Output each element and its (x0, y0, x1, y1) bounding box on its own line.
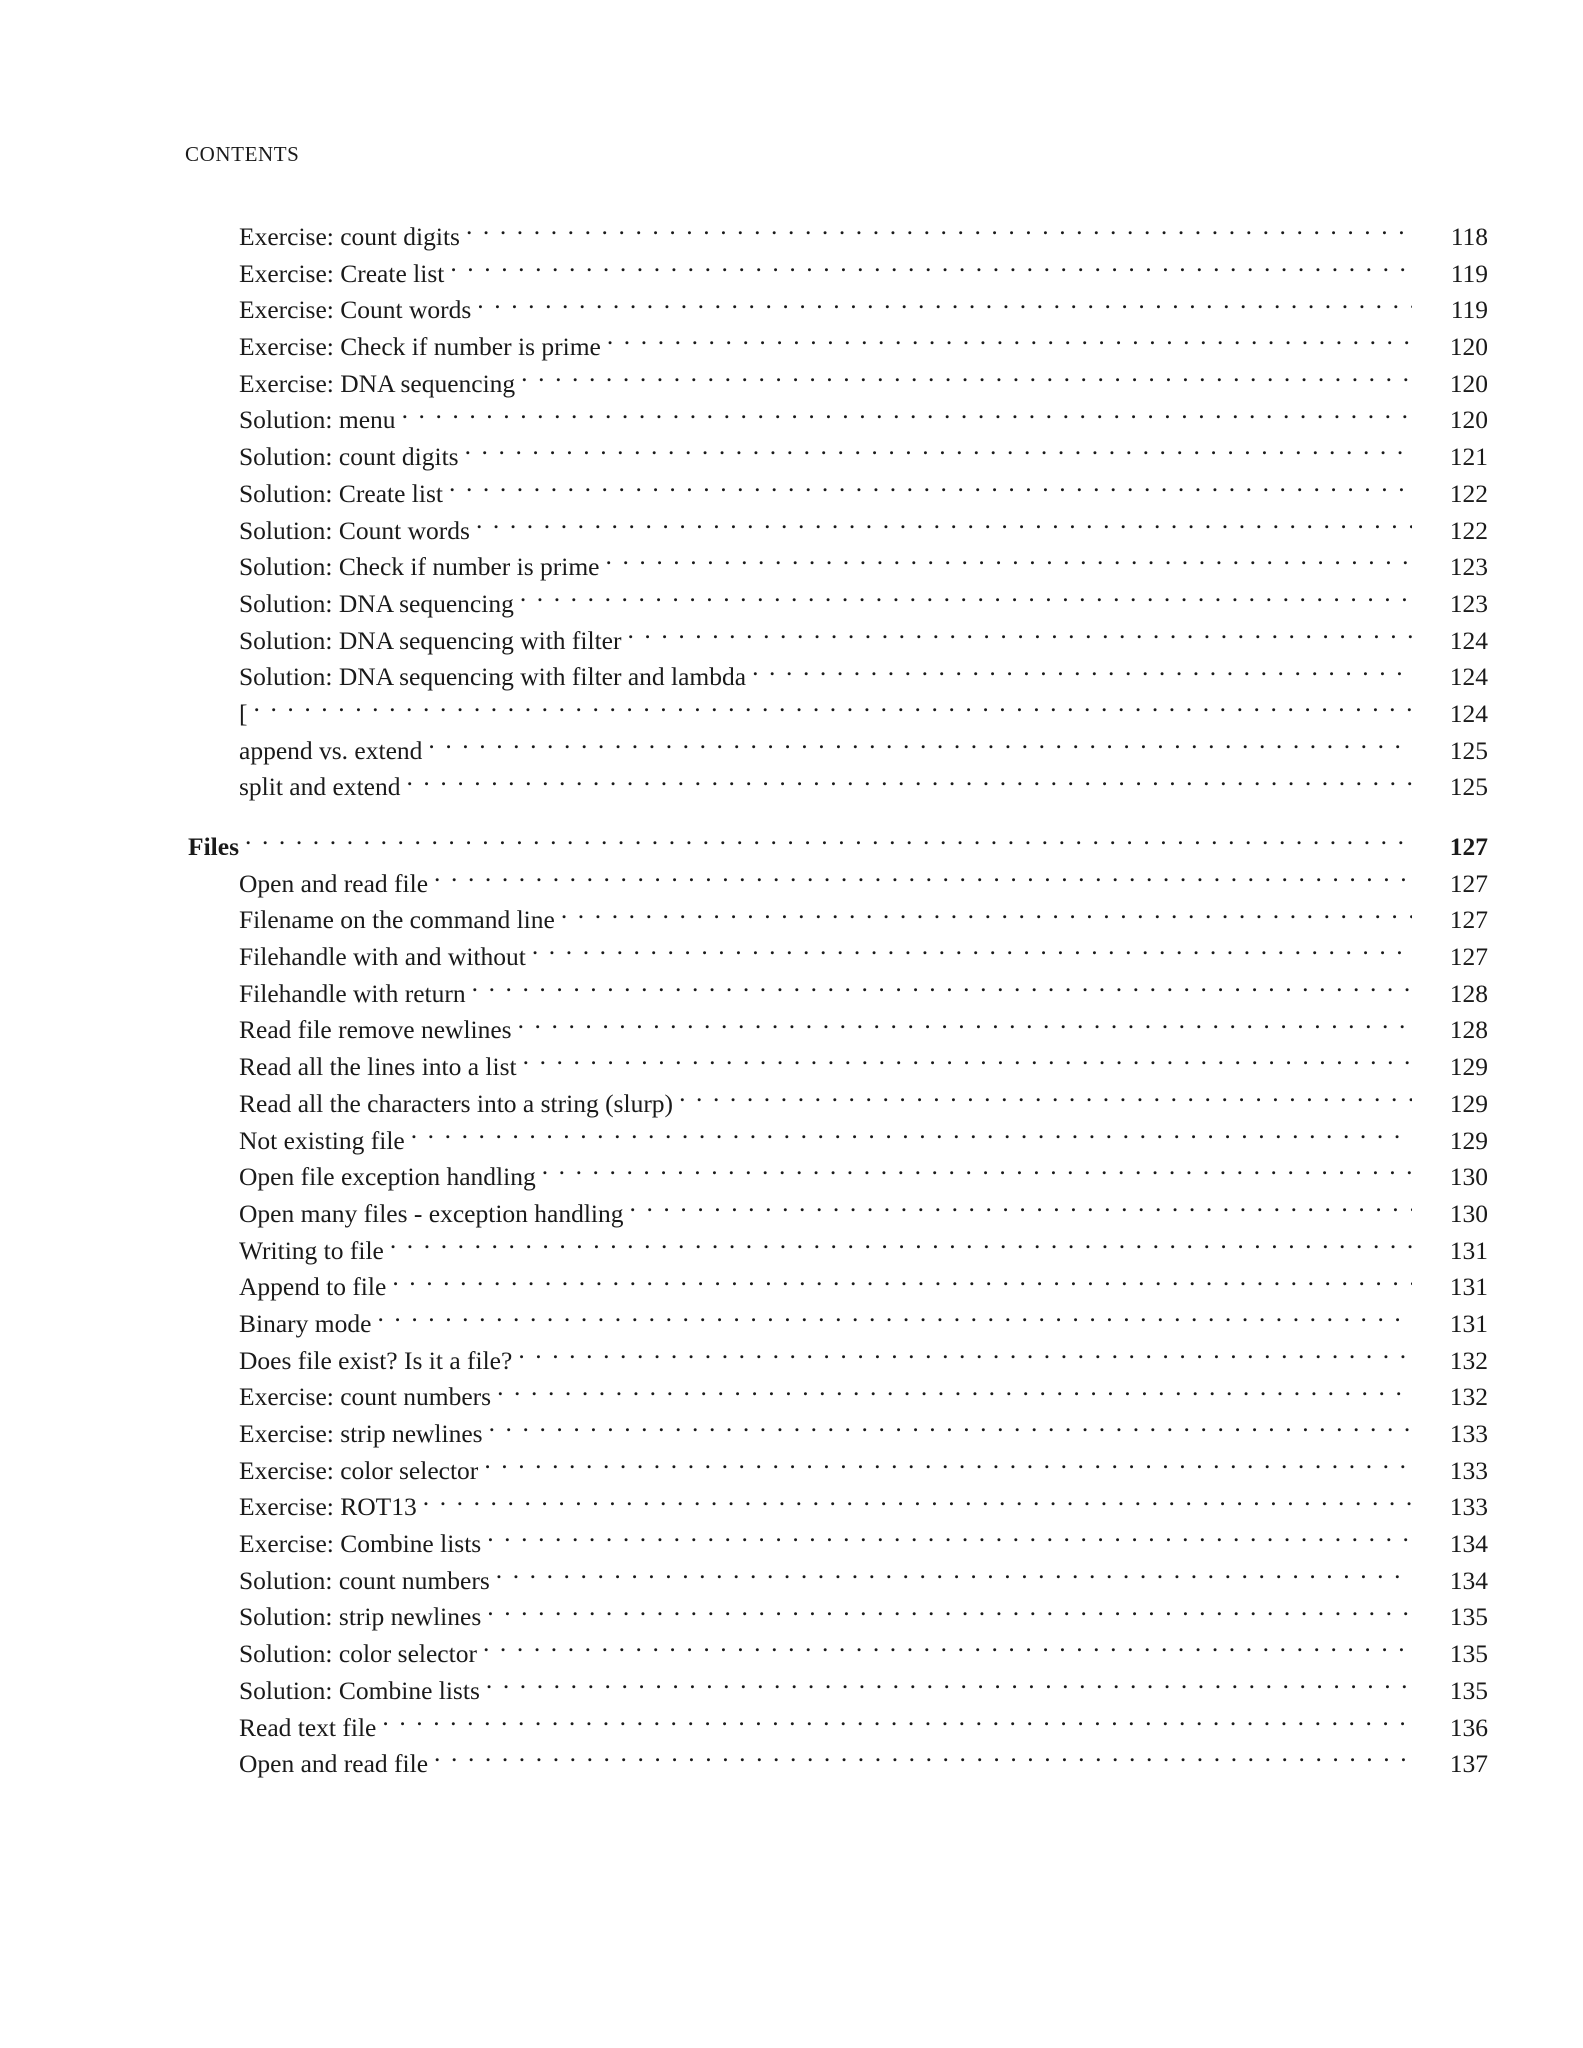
toc-entry-row[interactable] (0, 902, 1583, 939)
toc-entry-row[interactable] (0, 696, 1583, 733)
toc-entry-page-number: 133 (1449, 1419, 1488, 1448)
toc-entry-row[interactable] (0, 1306, 1583, 1343)
toc-entry-page-number: 137 (1449, 1749, 1488, 1779)
toc-entry-page-number: 128 (1449, 1015, 1488, 1045)
toc-entry-page-number: 119 (1450, 258, 1488, 288)
toc-entry-row[interactable] (0, 1599, 1583, 1636)
toc-entry-title: Exercise: color selector (239, 1455, 479, 1485)
toc-section-row[interactable] (0, 829, 1583, 866)
toc-entry-title: Open many files - exception handling (239, 1198, 624, 1228)
dot-leader (245, 830, 1412, 856)
dot-leader (487, 1527, 1412, 1553)
dot-leader (679, 1086, 1412, 1112)
toc-entry-title: Solution: Count words (239, 515, 470, 545)
toc-entry-title: Exercise: count numbers (239, 1382, 492, 1412)
dot-leader (518, 1343, 1412, 1369)
dot-leader (630, 1196, 1412, 1222)
toc-entry-page-number: 125 (1449, 772, 1488, 802)
toc-entry-page-number: 129 (1449, 1088, 1488, 1118)
toc-entry-title: Writing to file (239, 1235, 384, 1265)
toc-entry-row[interactable] (0, 292, 1583, 329)
toc-entry-page-number: 124 (1449, 625, 1488, 655)
toc-entry-page-number: 121 (1449, 442, 1488, 472)
dot-leader (542, 1160, 1412, 1186)
toc-entry-title: Exercise: Create list (239, 258, 445, 288)
dot-leader (484, 1453, 1412, 1479)
toc-entry-title: Solution: DNA sequencing with filter (239, 625, 622, 655)
toc-entry-page-number: 123 (1449, 552, 1488, 582)
toc-entry-title: Does file exist? Is it a file? (239, 1345, 513, 1375)
toc-entry-row[interactable] (0, 329, 1583, 366)
dot-leader (476, 513, 1412, 539)
toc-entry-page-number: 120 (1449, 405, 1488, 435)
dot-leader (254, 696, 1413, 722)
toc-entry-title: Binary mode (239, 1308, 372, 1338)
toc-entry-row[interactable] (0, 1636, 1583, 1673)
toc-entry-title: Solution: count digits (239, 442, 459, 472)
toc-entry-row[interactable] (0, 1489, 1583, 1526)
toc-entry-title: Solution: Combine lists (239, 1675, 480, 1705)
toc-entry-page-number: 125 (1449, 735, 1488, 765)
dot-leader (532, 940, 1412, 966)
toc-entry-row[interactable] (0, 1673, 1583, 1710)
dot-leader (465, 440, 1412, 466)
toc-entry-title: [ (239, 698, 248, 728)
toc-entry-page-number: 135 (1449, 1639, 1488, 1669)
dot-leader (607, 330, 1412, 356)
toc-entry-page-number: 133 (1449, 1492, 1488, 1522)
toc-entry-title: Files (188, 832, 239, 861)
dot-leader (466, 220, 1412, 246)
table-of-contents (0, 219, 1583, 1783)
toc-entry-title: Open file exception handling (239, 1162, 536, 1192)
dot-leader (561, 903, 1412, 929)
toc-entry-page-number: 128 (1449, 978, 1488, 1008)
toc-entry-page-number: 124 (1449, 698, 1488, 728)
toc-entry-row[interactable] (0, 659, 1583, 696)
dot-leader (382, 1710, 1412, 1736)
toc-entry-row[interactable] (0, 939, 1583, 976)
toc-entry-title: Solution: count numbers (239, 1565, 490, 1595)
dot-leader (606, 550, 1413, 576)
toc-entry-page-number: 120 (1449, 332, 1488, 362)
dot-leader (450, 256, 1412, 282)
dot-leader (411, 1123, 1412, 1149)
toc-entry-title: Solution: color selector (239, 1639, 477, 1669)
toc-entry-title: Exercise: Count words (239, 295, 472, 325)
toc-entry-page-number: 133 (1449, 1455, 1488, 1485)
toc-entry-title: Read all the lines into a list (239, 1052, 517, 1082)
toc-entry-row[interactable] (0, 976, 1583, 1013)
toc-entry-title: Exercise: Combine lists (239, 1529, 482, 1559)
toc-entry-page-number: 120 (1449, 368, 1488, 398)
dot-leader (423, 1490, 1412, 1516)
toc-entry-row[interactable] (0, 256, 1583, 293)
toc-entry-page-number: 127 (1449, 942, 1488, 972)
dot-leader (521, 366, 1412, 392)
toc-entry-title: Solution: Check if number is prime (239, 552, 600, 582)
toc-entry-page-number: 122 (1449, 478, 1488, 508)
toc-entry-title: Open and read file (239, 868, 429, 898)
toc-entry-row[interactable] (0, 402, 1583, 439)
dot-leader (487, 1600, 1412, 1626)
toc-entry-page-number: 132 (1449, 1382, 1488, 1412)
toc-entry-title: Exercise: ROT13 (239, 1492, 417, 1522)
toc-entry-page-number: 127 (1449, 868, 1488, 898)
dot-leader (434, 1747, 1412, 1773)
dot-leader (390, 1233, 1412, 1259)
toc-entry-title: split and extend (239, 772, 401, 802)
toc-entry-row[interactable] (0, 769, 1583, 806)
toc-entry-title: Open and read file (239, 1749, 429, 1779)
toc-entry-row[interactable] (0, 1159, 1583, 1196)
toc-entry-row[interactable] (0, 1710, 1583, 1747)
toc-entry-row[interactable] (0, 1012, 1583, 1049)
toc-entry-page-number: 135 (1449, 1602, 1488, 1632)
toc-entry-page-number: 132 (1449, 1345, 1488, 1375)
toc-entry-row[interactable] (0, 1416, 1583, 1453)
toc-entry-row[interactable] (0, 1233, 1583, 1270)
toc-entry-title: Exercise: Check if number is prime (239, 332, 601, 362)
dot-leader (520, 586, 1412, 612)
dot-leader (434, 866, 1412, 892)
toc-entry-page-number: 124 (1449, 662, 1488, 692)
toc-entry-page-number: 131 (1449, 1272, 1488, 1302)
toc-entry-row[interactable] (0, 1379, 1583, 1416)
toc-entry-title: Read file remove newlines (239, 1015, 512, 1045)
toc-entry-page-number: 118 (1450, 222, 1488, 251)
toc-entry-page-number: 127 (1449, 832, 1488, 861)
toc-entry-page-number: 131 (1449, 1308, 1488, 1338)
toc-entry-title: Solution: DNA sequencing (239, 588, 514, 618)
toc-entry-title: Read all the characters into a string (slurp) (239, 1088, 674, 1118)
dot-leader (627, 623, 1412, 649)
toc-entry-row[interactable] (0, 1269, 1583, 1306)
toc-entry-row[interactable] (0, 623, 1583, 660)
toc-entry-title: Solution: menu (239, 405, 396, 435)
toc-entry-row[interactable] (0, 1049, 1583, 1086)
toc-entry-page-number: 131 (1449, 1235, 1488, 1265)
toc-entry-page-number: 127 (1449, 905, 1488, 935)
toc-entry-page-number: 134 (1449, 1565, 1488, 1595)
dot-leader (428, 733, 1412, 759)
dot-leader (392, 1270, 1412, 1296)
toc-entry-row[interactable] (0, 1746, 1583, 1783)
dot-leader (477, 293, 1412, 319)
dot-leader (402, 403, 1412, 429)
running-head: CONTENTS (185, 142, 300, 166)
toc-entry-row[interactable] (0, 586, 1583, 623)
toc-entry-page-number: 122 (1449, 515, 1488, 545)
toc-entry-row[interactable] (0, 866, 1583, 903)
toc-entry-row[interactable] (0, 513, 1583, 550)
toc-entry-row[interactable] (0, 1343, 1583, 1380)
toc-entry-row[interactable] (0, 733, 1583, 770)
dot-leader (486, 1673, 1412, 1699)
dot-leader (406, 770, 1412, 796)
toc-entry-title: Read text file (239, 1712, 377, 1742)
toc-entry-page-number: 129 (1449, 1125, 1488, 1155)
toc-entry-title: Not existing file (239, 1125, 405, 1155)
toc-entry-title: Filename on the command line (239, 905, 555, 935)
toc-entry-title: Solution: strip newlines (239, 1602, 482, 1632)
toc-entry-page-number: 123 (1449, 588, 1488, 618)
toc-entry-row[interactable] (0, 1563, 1583, 1600)
dot-leader (489, 1417, 1412, 1443)
toc-entry-page-number: 129 (1449, 1052, 1488, 1082)
toc-entry-title: Filehandle with return (239, 978, 466, 1008)
dot-leader (497, 1380, 1412, 1406)
toc-entry-row[interactable] (0, 219, 1583, 256)
toc-entry-title: append vs. extend (239, 735, 423, 765)
dot-leader (483, 1637, 1412, 1663)
toc-entry-row[interactable] (0, 439, 1583, 476)
toc-entry-title: Exercise: count digits (239, 222, 460, 251)
toc-entry-row[interactable] (0, 1086, 1583, 1123)
toc-entry-page-number: 119 (1450, 295, 1488, 325)
toc-entry-title: Solution: Create list (239, 478, 443, 508)
toc-entry-title: Solution: DNA sequencing with filter and lambda (239, 662, 747, 692)
dot-leader (377, 1306, 1412, 1332)
dot-leader (752, 660, 1412, 686)
toc-entry-page-number: 134 (1449, 1529, 1488, 1559)
toc-entry-row[interactable] (0, 366, 1583, 403)
dot-leader (496, 1563, 1412, 1589)
toc-entry-page-number: 135 (1449, 1675, 1488, 1705)
dot-leader (523, 1050, 1412, 1076)
dot-leader (449, 476, 1412, 502)
toc-entry-title: Append to file (239, 1272, 387, 1302)
toc-entry-row[interactable] (0, 1453, 1583, 1490)
toc-entry-page-number: 136 (1449, 1712, 1488, 1742)
toc-entry-row[interactable] (0, 1123, 1583, 1160)
toc-entry-row[interactable] (0, 1196, 1583, 1233)
toc-entry-row[interactable] (0, 549, 1583, 586)
toc-entry-title: Filehandle with and without (239, 942, 526, 972)
toc-entry-title: Exercise: strip newlines (239, 1419, 483, 1448)
toc-entry-page-number: 130 (1449, 1162, 1488, 1192)
toc-entry-title: Exercise: DNA sequencing (239, 368, 516, 398)
toc-entry-row[interactable] (0, 1526, 1583, 1563)
dot-leader (472, 976, 1412, 1002)
dot-leader (518, 1013, 1412, 1039)
toc-entry-row[interactable] (0, 476, 1583, 513)
toc-entry-page-number: 130 (1449, 1198, 1488, 1228)
